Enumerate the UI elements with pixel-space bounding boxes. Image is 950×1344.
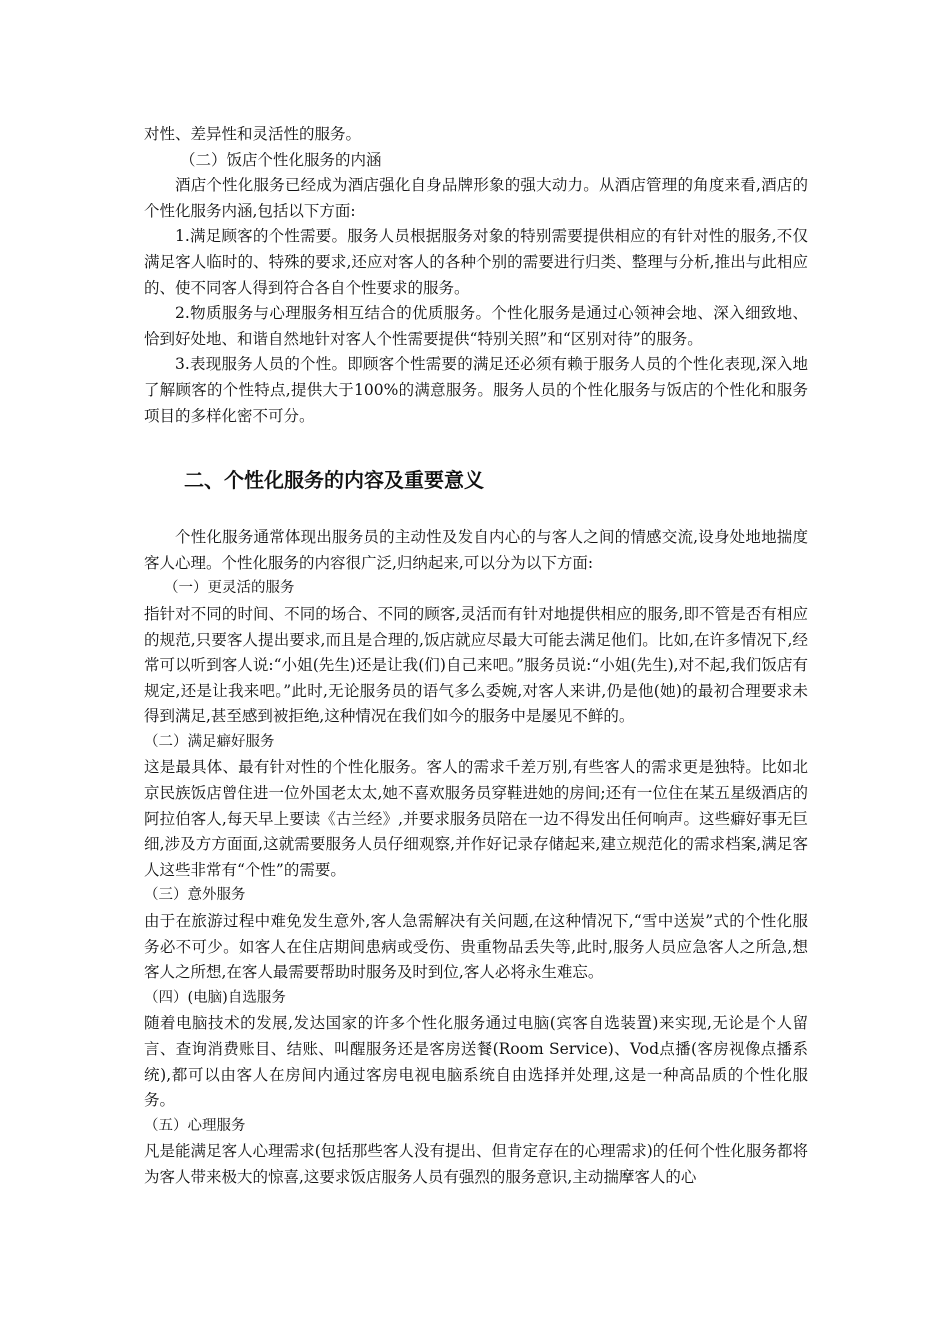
paragraph-intro-connotation: 酒店个性化服务已经成为酒店强化自身品牌形象的强大动力。从酒店管理的角度来看,酒店的个性化服务内涵,包括以下方面: [144, 176, 808, 220]
paragraph-unexpected-service: 由于在旅游过程中难免发生意外,客人急需解决有关问题,在这种情况下,“雪中送炭”式的个性化服务必不可少。如客人在住店期间患病或受伤、贵重物品丢失等,此时,服务人员应急客人之所急,想客人之所想,在客人最需要帮助时服务及时到位,客人必将永生难忘。 [144, 912, 808, 982]
paragraph-flexible-service: 指针对不同的时间、不同的场合、不同的顾客,灵活而有针对地提供相应的服务,即不管是否有相应的规范,只要客人提出要求,而且是合理的,饭店就应尽最大可能去满足他们。比如,在许多情况下,经常可以听到客人说:“小姐(先生)还是让我(们)自己来吧。”服务员说:“小姐(先生),对不起,我们饭店有规定,还是让我来吧。”此时,无论服务员的语气多么委婉,对客人来讲,仍是他(她)的最初合理要求未得到满足,甚至感到被拒绝,这种情况在我们如今的服务中是屡见不鲜的。 [144, 604, 808, 726]
paragraph-point-1: 1.满足顾客的个性需要。服务人员根据服务对象的特别需要提供相应的有针对性的服务,不仅满足客人临时的、特殊的要求,还应对客人的各种个别的需要进行归类、整理与分析,推出与此相应的、使不同客人得到符合各自个性要求的服务。 [144, 227, 808, 297]
subheading-unexpected-service: （三）意外服务 [144, 887, 246, 904]
subheading-preference-service: （二）满足癖好服务 [144, 733, 275, 750]
paragraph-continuation: 对性、差异性和灵活性的服务。 [144, 125, 362, 143]
paragraph-computer-self-service: 随着电脑技术的发展,发达国家的许多个性化服务通过电脑(宾客自选装置)来实现,无论是个人留言、查询消费账目、结账、叫醒服务还是客房送餐(Room Service)、Vod点播(客房视像点播系统),都可以由客人在房间内通过客房电视电脑系统自由选择并处理,这是一种高品质的个性化服务。 [144, 1014, 808, 1110]
paragraph-preference-service: 这是最具体、最有针对性的个性化服务。客人的需求千差万别,有些客人的需求更是独特。比如北京民族饭店曾住进一位外国老太太,她不喜欢服务员穿鞋进她的房间;还有一位住在某五星级酒店的阿拉伯客人,每天早上要读《古兰经》,并要求服务员陪在一边不得发出任何响声。这些癖好事无巨细,涉及方方面面,这就需要服务人员仔细观察,并作好记录存储起来,建立规范化的需求档案,满足客人这些非常有“个性”的需要。 [144, 758, 808, 879]
document-body [144, 122, 808, 1191]
subheading-computer-self-service: （四）(电脑)自选服务 [144, 989, 286, 1006]
subheading-flexible-service: （一）更灵活的服务 [164, 580, 295, 597]
paragraph-point-2: 2.物质服务与心理服务相互结合的优质服务。个性化服务是通过心领神会地、深入细致地、恰到好处地、和谐自然地针对客人个性需要提供“特别关照”和“区别对待”的服务。 [144, 304, 808, 348]
subheading-hotel-personalized-service-connotation: （二）饭店个性化服务的内涵 [180, 150, 382, 169]
paragraph-psychological-service: 凡是能满足客人心理需求(包括那些客人没有提出、但肯定存在的心理需求)的任何个性化服务都将为客人带来极大的惊喜,这要求饭店服务人员有强烈的服务意识,主动揣摩客人的心 [144, 1142, 808, 1186]
subheading-psychological-service: （五）心理服务 [144, 1117, 246, 1134]
paragraph-point-3: 3.表现服务人员的个性。即顾客个性需要的满足还必须有赖于服务人员的个性化表现,深入地了解顾客的个性特点,提供大于100%的满意服务。服务人员的个性化服务与饭店的个性化和服务项目的多样化密不可分。 [144, 355, 808, 425]
section-heading-2: 二、个性化服务的内容及重要意义 [184, 468, 484, 493]
paragraph-section-2-intro: 个性化服务通常体现出服务员的主动性及发自内心的与客人之间的情感交流,设身处地地揣度客人心理。个性化服务的内容很广泛,归纳起来,可以分为以下方面: [144, 528, 808, 572]
